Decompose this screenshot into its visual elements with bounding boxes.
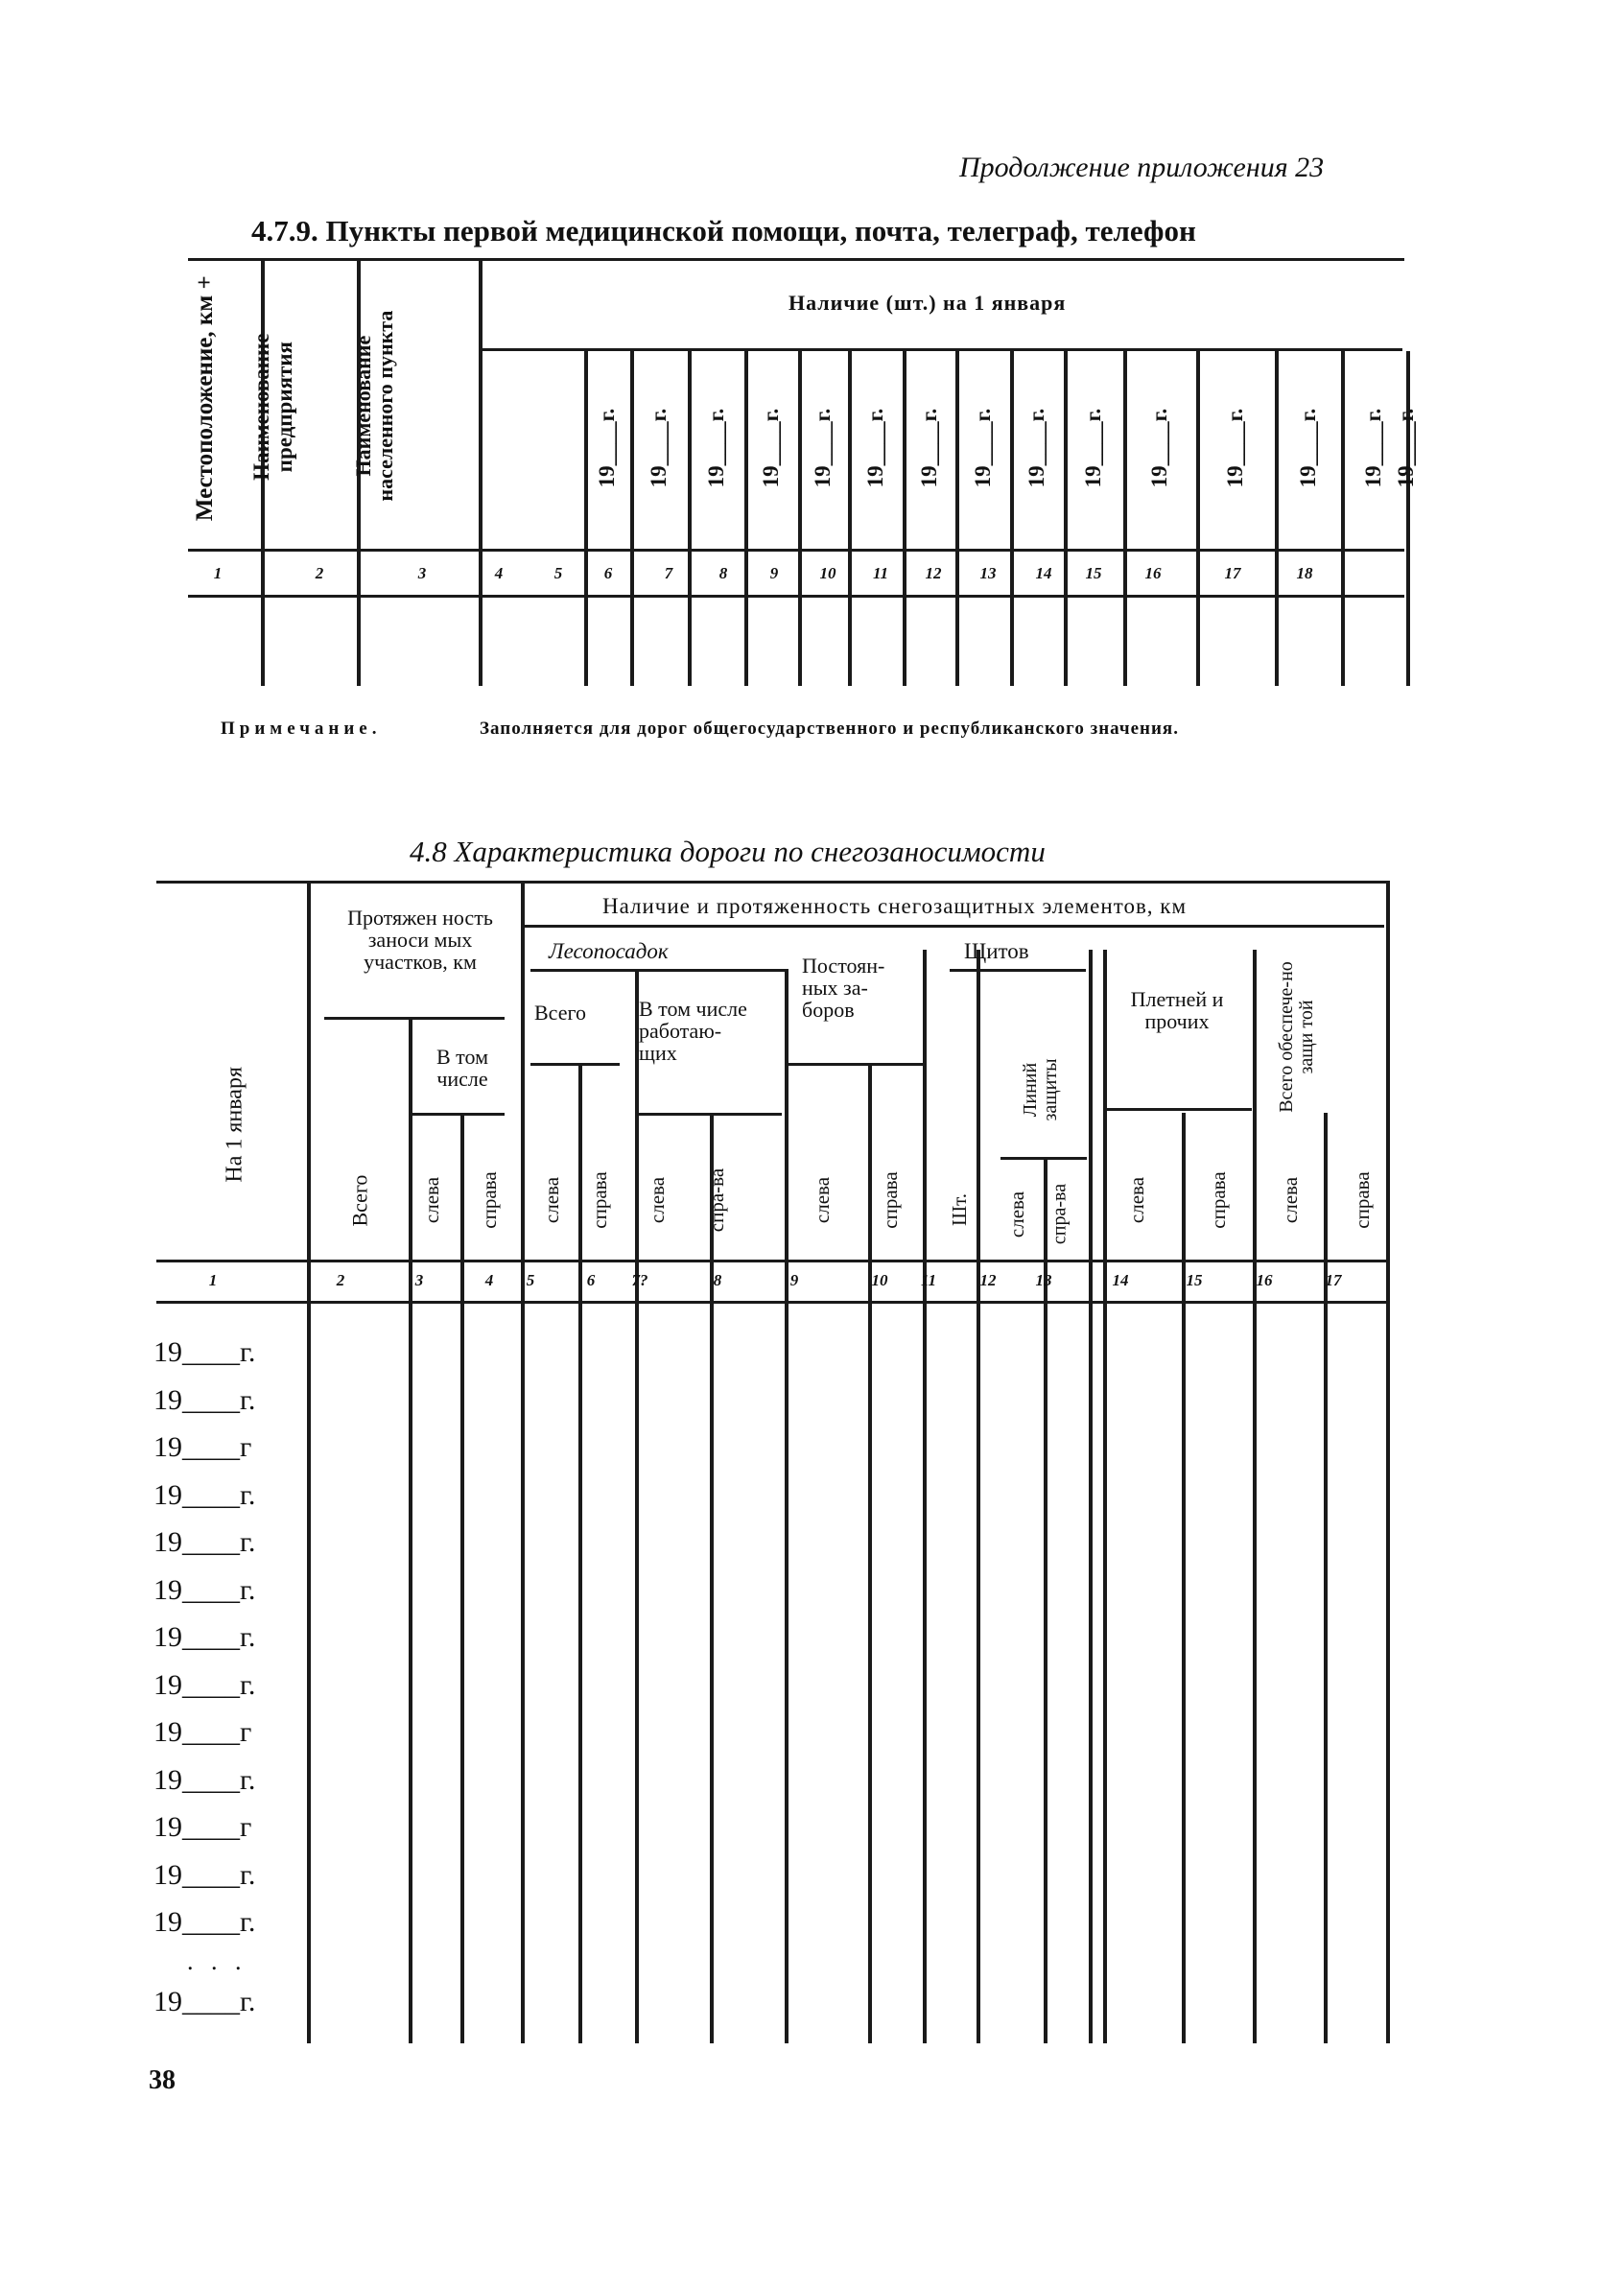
t2-c9-left: слева [810, 1176, 834, 1224]
t2-c16-left: слева [1278, 1176, 1302, 1224]
t2-year-row: 19____г. [153, 1336, 256, 1368]
column-rule [1103, 950, 1107, 2043]
table1-title: 4.7.9. Пункты первой медицинской помощи, почта, телеграф, телефон [251, 214, 1196, 248]
t1-year-header: 19____г. [862, 408, 887, 488]
t2-c10-right: справа [878, 1171, 902, 1229]
t2-c13-right: спра-ва [1048, 1183, 1071, 1245]
t1-year-header: 19____г. [758, 408, 783, 488]
column-rule [479, 261, 482, 686]
t2-c4-right: справа [477, 1171, 501, 1229]
t2-last-row: 19____г. [153, 1986, 256, 2017]
t1-column-number: 7 [664, 564, 673, 582]
t2-c15-right: справа [1206, 1171, 1230, 1229]
column-rule [1064, 351, 1068, 686]
t2-column-number: 3 [414, 1271, 424, 1289]
column-rule [409, 1017, 412, 2043]
t1-year-header: 19____г. [1080, 408, 1105, 488]
t1-col-location: Местоположение, км + [191, 275, 218, 522]
column-rule [903, 351, 906, 686]
t2-c8-right: спра-ва [704, 1167, 728, 1233]
t2-shields-lines: Линий защиты [1020, 1058, 1061, 1121]
t1-column-number: 6 [603, 564, 613, 582]
t1-column-number: 14 [1035, 564, 1052, 582]
t1-year-header: 19____г. [1222, 408, 1247, 488]
t2-year-row: 19____г [153, 1431, 252, 1463]
t2-forest: Лесопосадок [549, 939, 669, 963]
t2-length-group: Протяжен ность заноси мых участков, км [347, 906, 493, 975]
t2-col-date: На 1 января [222, 1067, 247, 1183]
t1-year-header: 19____г. [1024, 408, 1048, 488]
column-rule [848, 351, 852, 686]
t1-col-enterprise: Наименование предприятия [248, 333, 296, 481]
t2-year-row: 19____г. [153, 1574, 256, 1606]
t2-column-number: 5 [526, 1271, 535, 1289]
column-rule [1253, 950, 1257, 2043]
t2-c12-left: слева [1004, 1191, 1028, 1238]
column-rule [584, 351, 588, 686]
t1-column-number: 10 [819, 564, 836, 582]
column-rule [521, 881, 525, 2043]
t1-year-header: 19____г. [646, 408, 671, 488]
t2-column-number: 17 [1325, 1271, 1342, 1289]
t1-year-header: 19____г. [916, 408, 941, 488]
table2-title: 4.8 Характеристика дороги по снегозаносимости [410, 835, 1046, 868]
t1-column-number: 3 [417, 564, 427, 582]
column-rule [688, 351, 692, 686]
t2-total-protection: Всего обеспече-но защи той [1276, 961, 1317, 1113]
column-rule [868, 1063, 872, 2043]
t2-shields: Щитов [964, 939, 1029, 963]
t2-column-number: 16 [1256, 1271, 1273, 1289]
t2-presence-group: Наличие и протяженность снегозащитных элементов, км [602, 894, 1188, 918]
t2-column-number: 9 [789, 1271, 799, 1289]
column-rule [798, 351, 802, 686]
t2-year-row: 19____г. [153, 1859, 256, 1891]
t2-year-row: 19____г. [153, 1669, 256, 1701]
t1-column-number: 8 [718, 564, 728, 582]
column-rule [1275, 351, 1279, 686]
column-rule [1386, 881, 1390, 2043]
t2-length-incl: В том числе [435, 1045, 488, 1092]
t2-column-number: 8 [713, 1271, 722, 1289]
column-rule [1123, 351, 1127, 686]
t1-column-number: 13 [979, 564, 997, 582]
column-rule [578, 1063, 582, 2043]
t1-year-header: 19____г. [1295, 408, 1320, 488]
t1-group-header: Наличие (шт.) на 1 января [788, 291, 1067, 315]
continuation-header: Продолжение приложения 23 [959, 152, 1325, 183]
t2-year-row: 19____г. [153, 1526, 256, 1558]
t2-c5-left: слева [539, 1176, 563, 1224]
column-rule [977, 950, 980, 2043]
column-rule [1341, 351, 1345, 686]
t2-c6-right: справа [587, 1171, 611, 1229]
t1-col-settlement: Наименование населенного пункта [350, 310, 397, 502]
t2-ellipsis: . . . [187, 1947, 247, 1975]
t2-c14-left: слева [1124, 1176, 1148, 1224]
t2-c3-left: слева [419, 1176, 443, 1224]
t1-column-number: 4 [494, 564, 504, 582]
column-rule [460, 1113, 464, 2043]
column-rule [1196, 351, 1200, 686]
t2-c17-right: справа [1350, 1171, 1374, 1229]
t2-column-number: 13 [1035, 1271, 1052, 1289]
t2-column-number: 11 [920, 1271, 937, 1289]
t2-column-number: 10 [871, 1271, 888, 1289]
t1-column-number: 11 [872, 564, 889, 582]
column-rule [307, 881, 311, 2043]
t2-c7-left: слева [645, 1176, 669, 1224]
t2-column-number: 12 [979, 1271, 997, 1289]
t2-year-row: 19____г [153, 1716, 252, 1748]
t2-length-total: Всего [347, 1174, 372, 1227]
t2-column-number: 14 [1112, 1271, 1129, 1289]
t1-year-header: 19____г. [970, 408, 995, 488]
t1-year-header: 19____г. [810, 408, 835, 488]
column-rule [785, 969, 788, 2043]
t1-column-number: 5 [553, 564, 563, 582]
column-rule [744, 351, 748, 686]
t1-year-header: 19____г. [1393, 408, 1418, 488]
column-rule [1089, 950, 1093, 2043]
t2-column-number: 7? [631, 1271, 648, 1289]
t1-year-header: 19____г. [1146, 408, 1171, 488]
column-rule [1010, 351, 1014, 686]
t2-year-row: 19____г [153, 1811, 252, 1843]
t1-column-number: 2 [315, 564, 324, 582]
t2-column-number: 15 [1186, 1271, 1203, 1289]
t1-note-title: Примечание. [221, 719, 382, 739]
t1-note-text: Заполняется для дорог общегосударственного и республиканского значения. [480, 719, 1179, 739]
t2-column-number: 6 [586, 1271, 596, 1289]
column-rule [955, 351, 959, 686]
t2-column-number: 4 [484, 1271, 494, 1289]
t2-column-number: 1 [208, 1271, 218, 1289]
t1-year-header: 19____г. [594, 408, 619, 488]
t1-column-number: 1 [213, 564, 223, 582]
t1-column-number: 15 [1085, 564, 1102, 582]
t2-forest-working: В том числе работаю-щих [639, 997, 747, 1066]
t1-year-header: 19____г. [703, 408, 728, 488]
t2-c11-pcs: Шт. [947, 1193, 971, 1227]
t2-forest-total: Всего [534, 1001, 586, 1025]
column-rule [1324, 1113, 1328, 2043]
t1-column-number: 18 [1296, 564, 1313, 582]
column-rule [923, 950, 927, 2043]
column-rule [1182, 1113, 1186, 2043]
t2-column-number: 2 [336, 1271, 345, 1289]
column-rule [635, 969, 639, 2043]
t2-year-row: 19____г. [153, 1621, 256, 1653]
t1-column-number: 12 [925, 564, 942, 582]
t2-year-row: 19____г. [153, 1906, 256, 1938]
t2-year-row: 19____г. [153, 1479, 256, 1511]
t1-year-header: 19____г. [1360, 408, 1385, 488]
t1-column-number: 16 [1144, 564, 1162, 582]
page-number: 38 [149, 2065, 176, 2095]
t2-year-row: 19____г. [153, 1764, 256, 1796]
t2-fences: Постоян-ных за-боров [802, 954, 885, 1023]
t2-wattles: Плетней и прочих [1130, 987, 1224, 1034]
t1-column-number: 9 [769, 564, 779, 582]
column-rule [630, 351, 634, 686]
t2-year-row: 19____г. [153, 1384, 256, 1416]
t1-column-number: 17 [1224, 564, 1241, 582]
column-rule [710, 1113, 714, 2043]
